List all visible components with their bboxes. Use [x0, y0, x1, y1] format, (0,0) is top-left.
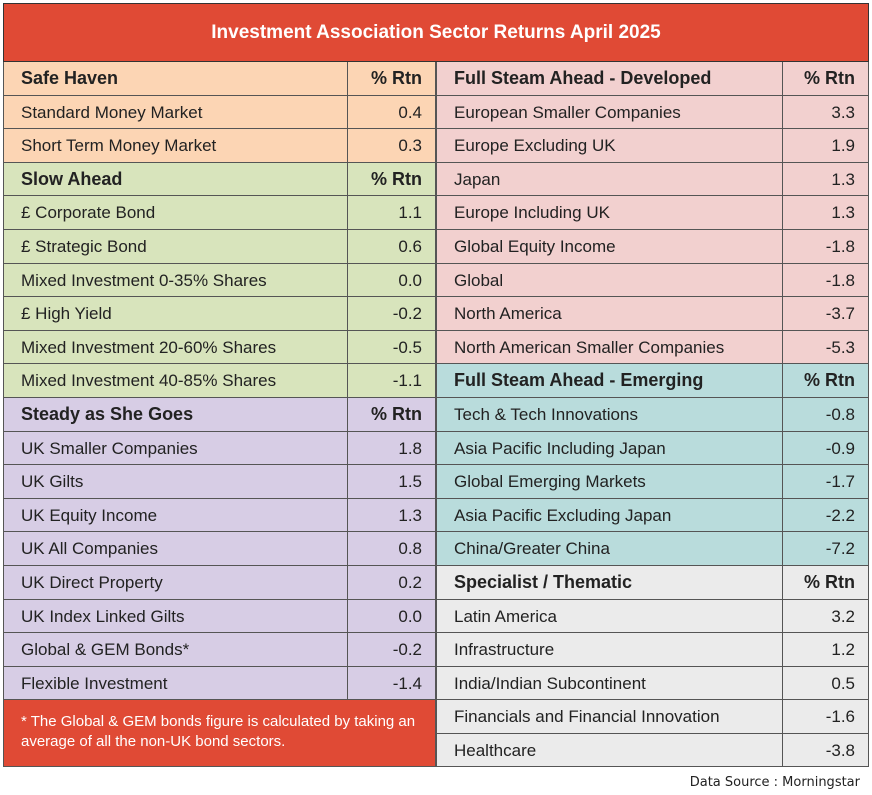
sector-return: -0.2 — [392, 640, 422, 660]
table-row — [436, 532, 869, 566]
column-divider — [782, 734, 783, 767]
rtn-column-header: % Rtn — [804, 571, 855, 592]
table-row — [436, 465, 869, 499]
sector-name: Mixed Investment 40-85% Shares — [21, 371, 277, 391]
sector-return: 1.2 — [831, 640, 855, 660]
sector-return: 0.5 — [831, 673, 855, 693]
column-divider — [347, 196, 348, 229]
column-divider — [347, 331, 348, 364]
column-divider — [347, 532, 348, 565]
sector-return: -3.7 — [825, 304, 855, 324]
sector-name: Tech & Tech Innovations — [454, 404, 638, 424]
table-row — [3, 532, 436, 566]
sector-return: -7.2 — [825, 539, 855, 559]
column-divider — [782, 398, 783, 431]
column-divider — [347, 129, 348, 162]
sector-name: China/Greater China — [454, 539, 610, 559]
table-row — [3, 600, 436, 634]
sector-name: Global & GEM Bonds* — [21, 640, 190, 660]
sector-name: £ High Yield — [21, 304, 112, 324]
table-row — [3, 264, 436, 298]
section-header — [3, 62, 436, 96]
table-row — [436, 196, 869, 230]
section-title: Full Steam Ahead - Developed — [454, 68, 712, 88]
sector-return: 0.8 — [398, 539, 422, 559]
section-header — [436, 364, 869, 398]
sector-name: UK Equity Income — [21, 505, 158, 525]
table-row — [3, 129, 436, 163]
sector-name: Asia Pacific Including Japan — [454, 438, 666, 458]
column-divider — [782, 667, 783, 700]
rtn-column-header: % Rtn — [371, 168, 422, 189]
sector-return: 3.3 — [831, 102, 855, 122]
sector-return: -1.4 — [392, 673, 422, 693]
column-divider — [782, 566, 783, 599]
column-divider — [782, 230, 783, 263]
table-row — [3, 633, 436, 667]
column-divider — [782, 163, 783, 196]
table-row — [3, 230, 436, 264]
column-divider — [782, 600, 783, 633]
sector-name: Japan — [454, 169, 501, 189]
sector-return: 0.4 — [398, 102, 422, 122]
data-source: Data Source : Morningstar — [689, 775, 860, 790]
table-row — [436, 297, 869, 331]
table-row — [436, 331, 869, 365]
column-divider — [782, 499, 783, 532]
sector-return: -2.2 — [825, 505, 855, 525]
sector-name: Healthcare — [454, 740, 537, 760]
table-row — [3, 297, 436, 331]
table-row — [3, 432, 436, 466]
sector-return: -5.3 — [825, 337, 855, 357]
column-divider — [782, 364, 783, 397]
table-row — [436, 734, 869, 768]
sector-return: 1.8 — [398, 438, 422, 458]
table-row — [436, 264, 869, 298]
sector-name: North American Smaller Companies — [454, 337, 725, 357]
column-divider — [782, 465, 783, 498]
rtn-column-header: % Rtn — [804, 68, 855, 88]
table-row — [436, 667, 869, 701]
column-divider — [347, 62, 348, 95]
table-row — [436, 633, 869, 667]
column-divider — [782, 264, 783, 297]
table-row — [3, 331, 436, 365]
sector-return: -0.5 — [392, 337, 422, 357]
sector-return: -0.9 — [825, 438, 855, 458]
sector-name: Short Term Money Market — [21, 136, 217, 156]
sector-name: UK Smaller Companies — [21, 438, 198, 458]
sector-name: £ Corporate Bond — [21, 203, 156, 223]
table-row — [3, 364, 436, 398]
sector-return: 1.3 — [831, 169, 855, 189]
table-row — [3, 465, 436, 499]
table-row — [436, 163, 869, 197]
table-row — [436, 600, 869, 634]
column-divider — [347, 600, 348, 633]
column-divider — [347, 432, 348, 465]
sector-name: £ Strategic Bond — [21, 236, 147, 256]
section-header — [436, 566, 869, 600]
sector-name: Latin America — [454, 606, 557, 626]
column-divider — [347, 297, 348, 330]
table-row — [3, 667, 436, 701]
column-divider — [782, 633, 783, 666]
sector-name: North America — [454, 304, 562, 324]
section-header — [436, 62, 869, 96]
table-title: Investment Association Sector Returns April 2025 — [3, 3, 869, 62]
column-divider — [782, 432, 783, 465]
rtn-column-header: % Rtn — [371, 68, 422, 88]
sector-name: Financials and Financial Innovation — [454, 707, 720, 727]
sector-return: -1.8 — [825, 236, 855, 256]
sector-return: -0.2 — [392, 304, 422, 324]
sector-name: India/Indian Subcontinent — [454, 673, 646, 693]
column-divider — [782, 196, 783, 229]
section-header — [3, 398, 436, 432]
column-divider — [347, 465, 348, 498]
footnote: * The Global & GEM bonds figure is calculated by taking an average of all the non-UK bond sectors. — [3, 700, 436, 767]
sector-name: Flexible Investment — [21, 673, 168, 693]
table-row — [436, 432, 869, 466]
column-divider — [347, 667, 348, 700]
rtn-column-header: % Rtn — [804, 370, 855, 391]
column-divider — [782, 297, 783, 330]
column-divider — [347, 230, 348, 263]
sector-name: Global Emerging Markets — [454, 472, 646, 492]
section-title: Steady as She Goes — [21, 403, 194, 424]
sector-return: -3.8 — [825, 740, 855, 760]
sector-return: 1.3 — [398, 505, 422, 525]
sector-return: 1.9 — [831, 136, 855, 156]
section-title: Full Steam Ahead - Emerging — [454, 370, 704, 391]
sector-return: 3.2 — [831, 606, 855, 626]
table-row — [3, 96, 436, 130]
column-divider — [347, 398, 348, 431]
sector-name: Global — [454, 270, 504, 290]
sector-return: -0.8 — [825, 404, 855, 424]
column-divider — [782, 96, 783, 129]
sector-return: 0.6 — [398, 236, 422, 256]
sector-return: -1.7 — [825, 472, 855, 492]
sector-return: 1.5 — [398, 472, 422, 492]
table-row — [436, 398, 869, 432]
column-divider — [347, 264, 348, 297]
sector-name: Europe Excluding UK — [454, 136, 616, 156]
table-row — [436, 230, 869, 264]
sector-return: 1.1 — [398, 203, 422, 223]
sector-name: Infrastructure — [454, 640, 555, 660]
sector-name: UK Index Linked Gilts — [21, 606, 185, 626]
section-title: Slow Ahead — [21, 168, 123, 189]
table-row — [436, 129, 869, 163]
column-divider — [782, 532, 783, 565]
sector-name: UK Direct Property — [21, 572, 163, 592]
column-divider — [782, 331, 783, 364]
section-title: Safe Haven — [21, 68, 119, 88]
column-divider — [347, 163, 348, 196]
sector-return: 1.3 — [831, 203, 855, 223]
sector-name: UK Gilts — [21, 472, 84, 492]
sector-name: European Smaller Companies — [454, 102, 681, 122]
sector-return: -1.8 — [825, 270, 855, 290]
sector-name: Standard Money Market — [21, 102, 203, 122]
section-header — [3, 163, 436, 197]
sector-name: Mixed Investment 0-35% Shares — [21, 270, 267, 290]
sector-name: Global Equity Income — [454, 236, 616, 256]
sector-return: -1.1 — [392, 371, 422, 391]
table-row — [436, 499, 869, 533]
column-divider — [782, 62, 783, 95]
table-row — [436, 700, 869, 734]
column-divider — [782, 700, 783, 733]
sector-return: 0.2 — [398, 572, 422, 592]
table-row — [3, 196, 436, 230]
sector-return: -1.6 — [825, 707, 855, 727]
rtn-column-header: % Rtn — [371, 403, 422, 424]
sector-name: Mixed Investment 20-60% Shares — [21, 337, 277, 357]
column-divider — [782, 129, 783, 162]
column-divider — [347, 499, 348, 532]
sector-return: 0.0 — [398, 270, 422, 290]
section-title: Specialist / Thematic — [454, 571, 633, 592]
sector-name: Europe Including UK — [454, 203, 610, 223]
sector-name: UK All Companies — [21, 539, 159, 559]
sector-name: Asia Pacific Excluding Japan — [454, 505, 672, 525]
table-row — [3, 566, 436, 600]
right-column — [436, 62, 869, 767]
column-divider — [347, 566, 348, 599]
sector-return: 0.3 — [398, 136, 422, 156]
table-row — [436, 96, 869, 130]
column-divider — [347, 96, 348, 129]
column-divider — [347, 364, 348, 397]
column-divider — [347, 633, 348, 666]
sector-return: 0.0 — [398, 606, 422, 626]
left-column — [3, 62, 436, 767]
table-row — [3, 499, 436, 533]
